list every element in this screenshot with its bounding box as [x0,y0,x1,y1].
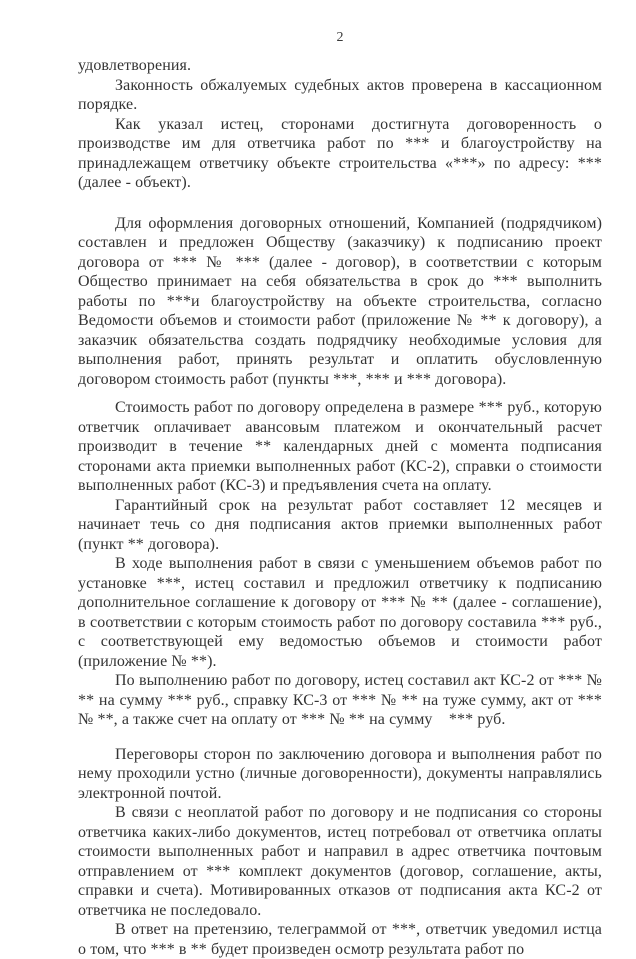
paragraph-continuation: удовлетворения. [78,57,192,74]
paragraph: Для оформления договорных отношений, Компанией (подрядчиком) составлен и предложен Обществу (заказчику) к подписанию проект договора от *** № *** (далее - договор), в соответствии с которым Общество принимает на себя обязательства в срок до *** выполнить работы по ***и благоустройству на объекте строительства, согласно Ведомости объемов и стоимости работ (приложение № ** к договору), а заказчик обязательства создать подрядчику необходимые условия для выполнения работ, принять результат и оплатить обусловленную договором стоимость работ (пункты ***, *** и *** договора). [78,214,602,388]
paragraph: В ходе выполнения работ в связи с уменьшением объемов работ по установке ***, истец составил и предложил ответчику к подписанию дополнительное соглашение к договору от *** № ** (далее - соглашение), в соответствии с которым стоимость работ по договору составила *** руб., с соответствующей ему ведомостью объемов и стоимости работ (приложение № **). [78,555,602,670]
paragraph: Гарантийный срок на результат работ составляет 12 месяцев и начинает течь со дня подписания актов приемки выполненных работ (пункт ** договора). [78,496,602,553]
paragraph: В ответ на претензию, телеграммой от ***, ответчик уведомил истца о том, что *** в ** будет произведен осмотр результата работ по [78,921,602,958]
paragraph: В связи с неоплатой работ по договору и не подписания со стороны ответчика каких-либо документов, истец потребовал от ответчика оплаты стоимости выполненных работ и направил в адрес ответчика почтовым отправлением от *** комплект документов (договор, соглашение, акты, справки и счета). Мотивированных отказов от подписания акта КС-2 от ответчика не последовало. [78,804,602,919]
page-number: 2 [336,30,344,45]
paragraph: Законность обжалуемых судебных актов проверена в кассационном порядке. [78,76,602,113]
paragraph: Переговоры сторон по заключению договора и выполнения работ по нему проходили устно (личные договоренности), документы направлялись электронной почтой. [78,745,602,802]
paragraph: Как указал истец, сторонами достигнута договоренность о производстве им для ответчика работ по *** и благоустройству на принадлежащем ответчику объекте строительства «***» по адресу: *** (далее - объект). [78,115,602,191]
paragraph: По выполнению работ по договору, истец составил акт КС-2 от *** № ** на сумму *** руб., справку КС-3 от *** № ** на туже сумму, акт от *** № **, а также счет на оплату от *** № ** на сумму *** руб. [78,672,602,728]
paragraph: Стоимость работ по договору определена в размере *** руб., которую ответчик оплачивает авансовым платежом и окончательный расчет производит в течение ** календарных дней с момента подписания сторонами акта приемки выполненных работ (КС-2), справки о стоимости выполненных работ (КС-3) и предъявления счета на оплату. [78,399,602,494]
document-body [78,56,602,959]
